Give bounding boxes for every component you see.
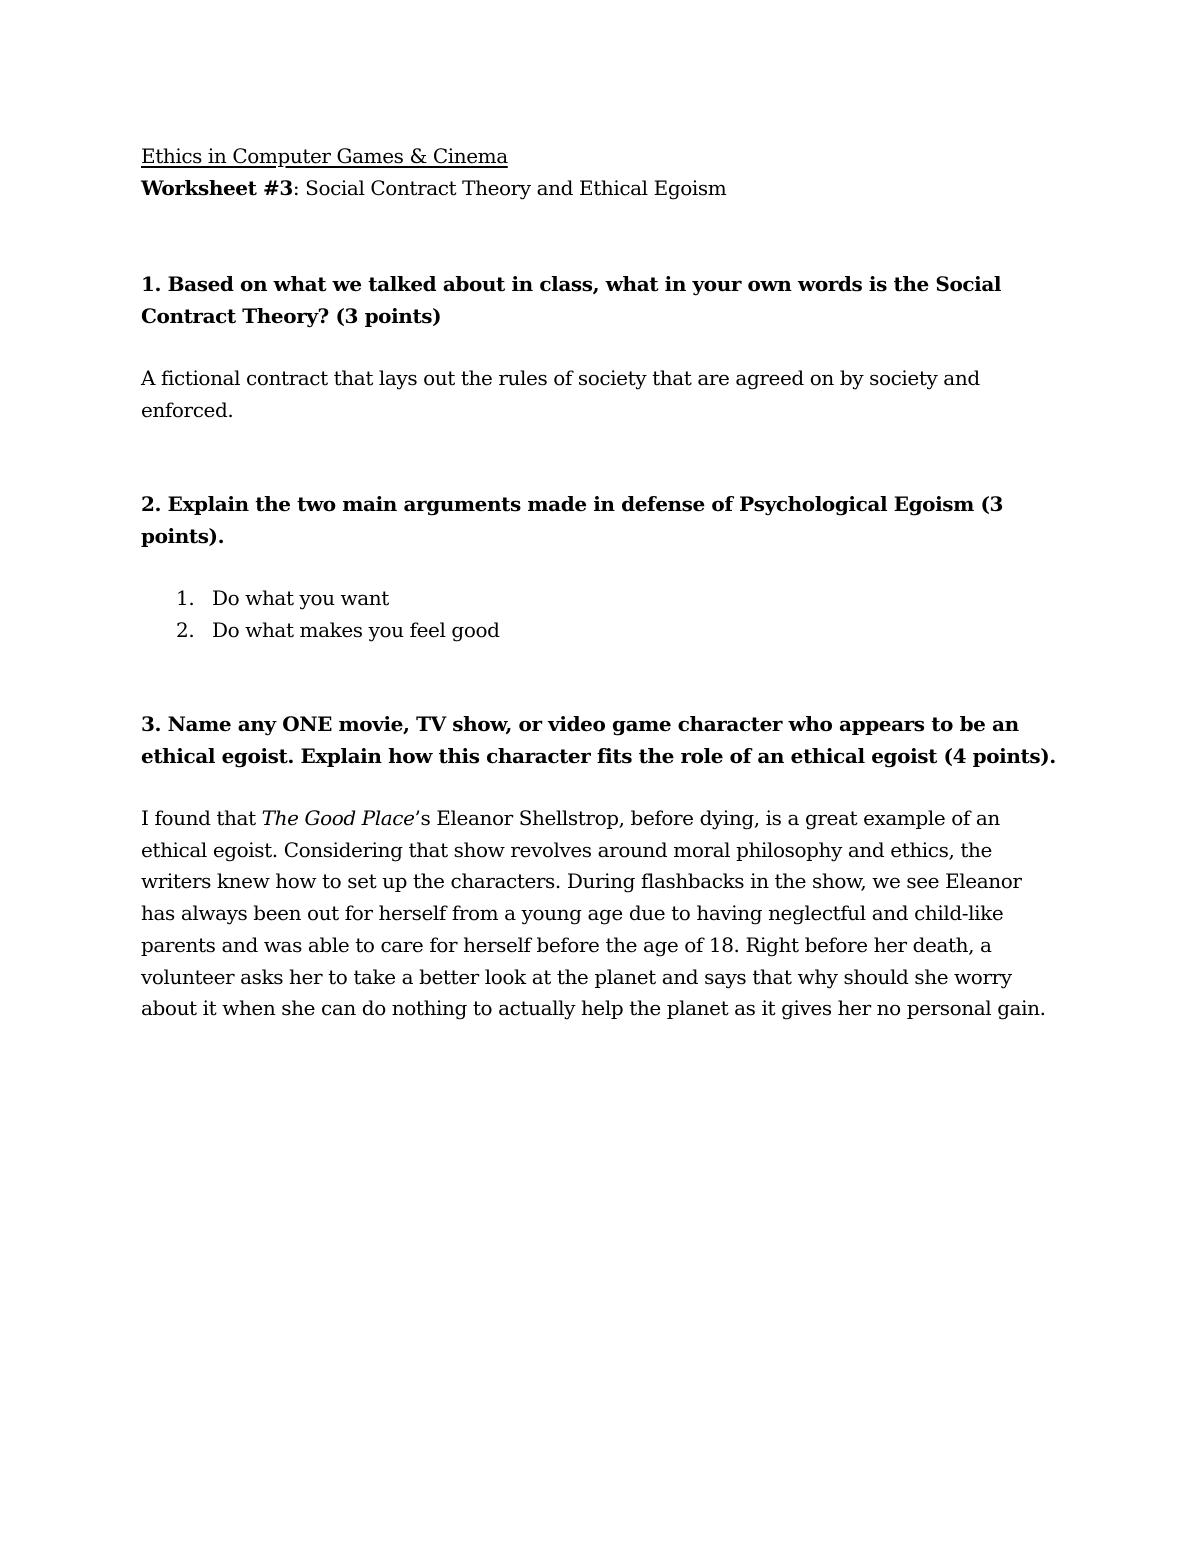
answer-3: [141, 803, 1071, 1025]
answer-2-list: [141, 582, 1071, 646]
answer-3-line-6: volunteer asks her to take a better look at the planet and says that why should she worry: [141, 964, 1012, 989]
question-3: [141, 708, 1071, 772]
answer-3-suffix: ’s Eleanor Shellstrop, before dying, is a great example of an: [414, 806, 1000, 830]
question-2-line-2: points).: [141, 524, 225, 548]
list-item: [141, 582, 1071, 614]
answer-3-line-4: has always been out for herself from a young age due to having neglectful and child-like: [141, 901, 1004, 926]
list-item-number: 2.: [176, 618, 195, 642]
answer-3-line-2: ethical egoist. Considering that show revolves around moral philosophy and ethics, the: [141, 837, 992, 862]
question-1-line-1: 1. Based on what we talked about in class, what in your own words is the Social: [141, 272, 1002, 296]
question-1: [141, 268, 1071, 332]
answer-1-line-1: A fictional contract that lays out the rules of society that are agreed on by society and: [141, 366, 980, 390]
worksheet-label: Worksheet #3: [141, 176, 293, 200]
question-1-line-2: Contract Theory? (3 points): [141, 304, 442, 328]
question-2-line-1: 2. Explain the two main arguments made in defense of Psychological Egoism (3: [141, 492, 1004, 516]
answer-1: [141, 362, 1071, 426]
list-item-text: Do what makes you feel good: [212, 618, 500, 642]
answer-3-line-1: [141, 803, 1071, 835]
course-title: Ethics in Computer Games & Cinema: [141, 144, 508, 168]
list-item: [141, 614, 1071, 646]
document-content: [141, 140, 1071, 1025]
answer-1-line-2: enforced.: [141, 398, 234, 422]
answer-3-line-3: writers knew how to set up the characters. During flashbacks in the show, we see Eleanor: [141, 869, 1022, 894]
answer-3-line-5: parents and was able to care for herself before the age of 18. Right before her death, a: [141, 932, 992, 957]
worksheet-title: : Social Contract Theory and Ethical Egoism: [292, 176, 727, 200]
question-3-line-1: 3. Name any ONE movie, TV show, or video game character who appears to be an: [141, 712, 1019, 736]
list-item-number: 1.: [176, 586, 195, 610]
list-item-text: Do what you want: [212, 586, 389, 610]
worksheet-heading: [141, 172, 1071, 204]
question-3-line-2: ethical egoist. Explain how this character fits the role of an ethical egoist (4 points).: [141, 744, 1056, 768]
answer-3-prefix: I found that: [141, 806, 262, 830]
answer-3-line-7: about it when she can do nothing to actually help the planet as it gives her no personal gain.: [141, 996, 1046, 1021]
show-title: The Good Place: [261, 806, 415, 830]
question-2: [141, 488, 1071, 552]
